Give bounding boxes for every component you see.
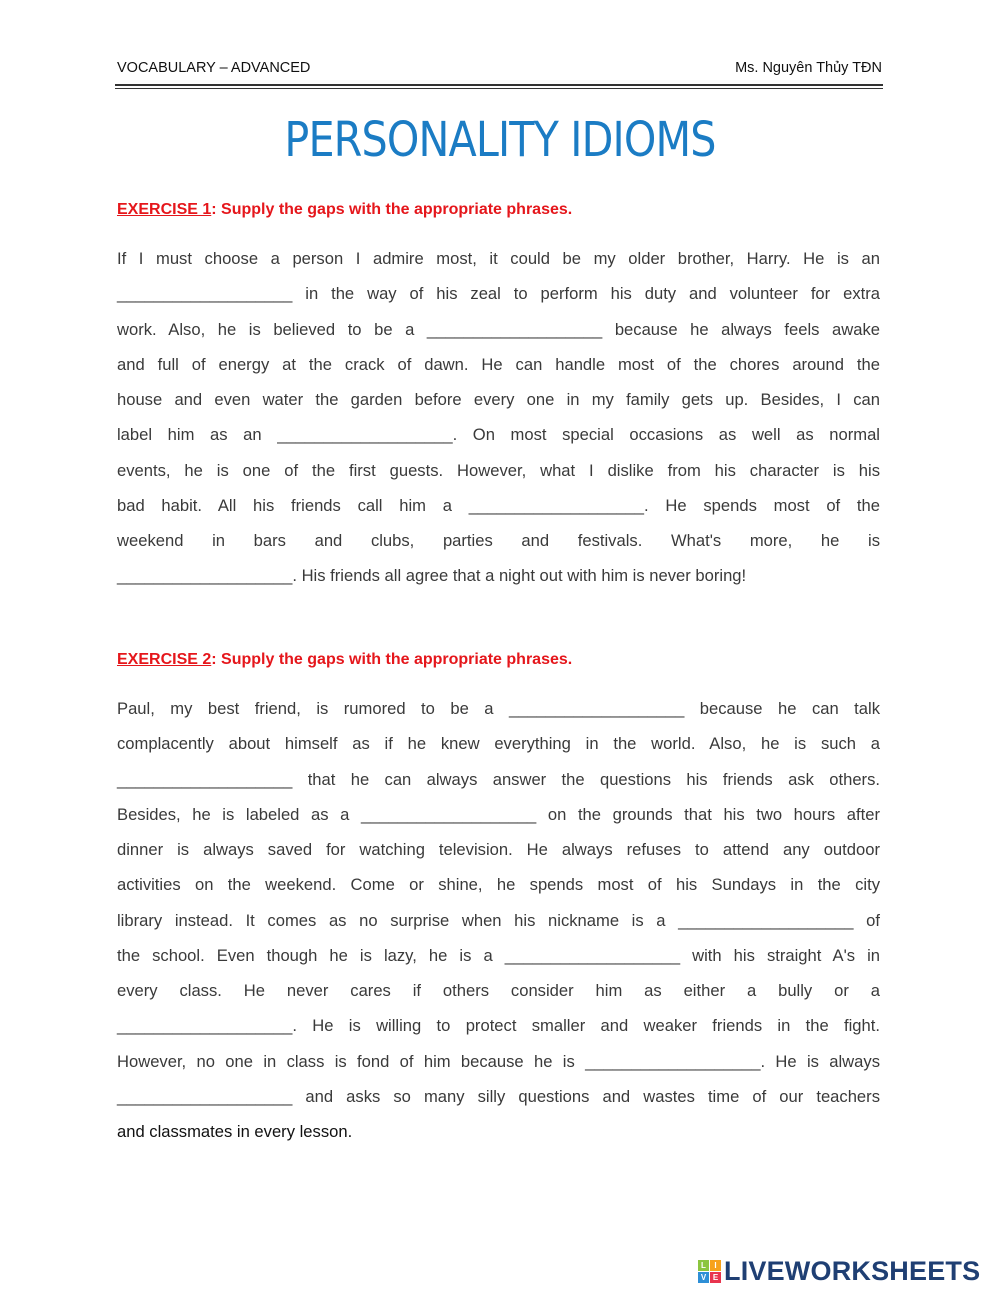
header-divider — [115, 84, 883, 89]
text-line: library instead. It comes as no surprise when his nickname is a ___________________ of — [117, 910, 880, 930]
text-line: work. Also, he is believed to be a ___________________ because he always feels awake — [117, 319, 880, 339]
text-line: every class. He never cares if others consider him as either a bully or a — [117, 981, 880, 1000]
text-line: house and even water the garden before every one in my family gets up. Besides, I can — [117, 390, 880, 409]
liveworksheets-logo — [698, 1256, 980, 1287]
logo-tile: I — [710, 1260, 721, 1271]
text-line: complacently about himself as if he knew everything in the world. Also, he is such a — [117, 734, 880, 754]
exercise-1-heading — [117, 201, 572, 219]
text-line: However, no one in class is fond of him because he is ___________________. He is always — [117, 1051, 880, 1071]
header-right: Ms. Nguyên Thủy TĐN — [735, 60, 882, 76]
text-line: weekend in bars and clubs, parties and festivals. What's more, he is — [117, 531, 880, 550]
text-line: ___________________ that he can always answer the questions his friends ask others. — [117, 769, 880, 789]
text-line: and full of energy at the crack of dawn. He can handle most of the chores around the — [117, 354, 880, 374]
logo-tile: E — [710, 1272, 721, 1283]
exercise-1-text — [117, 241, 880, 594]
logo-tiles-icon — [698, 1260, 721, 1283]
exercise-2-text — [117, 691, 880, 1149]
text-line: ___________________ and asks so many silly questions and wastes time of our teachers — [117, 1086, 880, 1106]
text-line: If I must choose a person I admire most, it could be my older brother, Harry. He is an — [117, 249, 880, 268]
text-line: ___________________. His friends all agree that a night out with him is never boring! — [117, 566, 747, 586]
logo-text: LIVEWORKSHEETS — [724, 1256, 981, 1286]
logo-tile: L — [698, 1260, 709, 1271]
text-line: events, he is one of the first guests. However, what I dislike from his character is his — [117, 460, 880, 480]
text-line: label him as an ___________________. On most special occasions as well as normal — [117, 425, 880, 445]
header-left: VOCABULARY – ADVANCED — [117, 60, 311, 76]
exercise-2-heading — [117, 651, 572, 669]
text-line: ___________________. He is willing to protect smaller and weaker friends in the fight. — [117, 1016, 880, 1036]
page-title: PERSONALITY IDIOMS — [284, 112, 716, 168]
text-line: Paul, my best friend, is rumored to be a ___________________ because he can talk — [117, 699, 880, 718]
text-line: activities on the weekend. Come or shine, he spends most of his Sundays in the city — [117, 875, 880, 895]
logo-tile: V — [698, 1272, 709, 1283]
text-line: Besides, he is labeled as a ___________________ on the grounds that his two hours after — [117, 804, 880, 824]
exercise-1-label: EXERCISE 1 — [117, 201, 212, 218]
exercise-2-instruction: : Supply the gaps with the appropriate phrases. — [211, 651, 573, 668]
text-line: and classmates in every lesson. — [117, 1122, 353, 1141]
text-line: ___________________ in the way of his zeal to perform his duty and volunteer for extra — [117, 284, 880, 304]
text-line: bad habit. All his friends call him a ___________________. He spends most of the — [117, 495, 880, 515]
exercise-2-label: EXERCISE 2 — [117, 651, 212, 668]
exercise-1-instruction: : Supply the gaps with the appropriate phrases. — [211, 201, 573, 218]
text-line: the school. Even though he is lazy, he is a ___________________ with his straight A's in — [117, 945, 880, 965]
text-line: dinner is always saved for watching television. He always refuses to attend any outdoor — [117, 840, 880, 859]
